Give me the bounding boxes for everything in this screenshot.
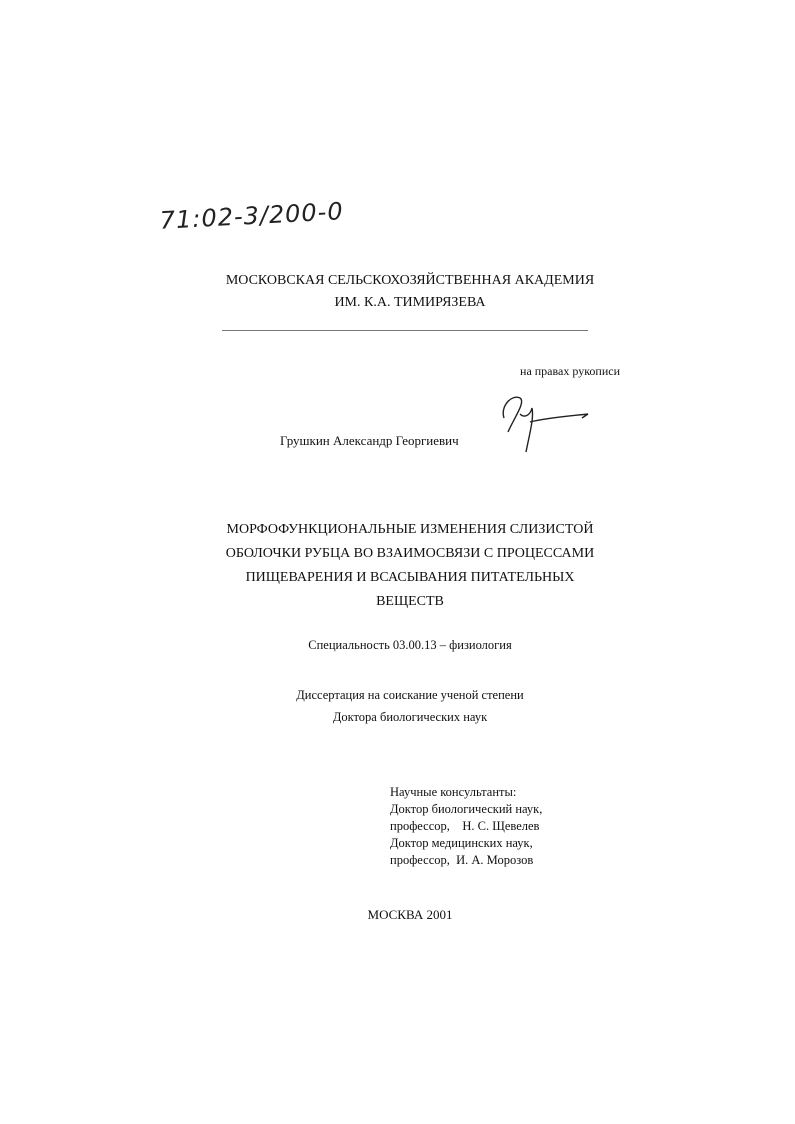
institution-line-2: ИМ. К.А. ТИМИРЯЗЕВА (334, 295, 486, 310)
scientific-consultants (390, 784, 630, 869)
degree-line-1: Диссертация на соискание ученой степени (296, 688, 524, 702)
consultant-2-degree: Доктор медицинских наук, (390, 836, 533, 850)
handwritten-catalog-code: 71:02-3/200-0 (159, 197, 345, 235)
consultants-heading: Научные консультанты: (390, 785, 517, 799)
dissertation-title (200, 518, 620, 614)
title-line-2: ОБОЛОЧКИ РУБЦА ВО ВЗАИМОСВЯЗИ С ПРОЦЕССАМИ (225, 546, 595, 561)
header-divider (222, 330, 588, 331)
consultant-1-degree: Доктор биологический наук, (390, 802, 543, 816)
institution-line-1: МОСКОВСКАЯ СЕЛЬСКОХОЗЯЙСТВЕННАЯ АКАДЕМИЯ (225, 273, 595, 288)
title-line-1: МОРФОФУНКЦИОНАЛЬНЫЕ ИЗМЕНЕНИЯ СЛИЗИСТОЙ (226, 522, 594, 537)
degree-line-2: Доктора биологических наук (332, 710, 488, 724)
institution-name (150, 270, 670, 314)
specialty-line: Специальность 03.00.13 – физиология (308, 638, 512, 652)
degree-statement (210, 684, 610, 728)
consultant-1-name: профессор, Н. С. Щевелев (390, 819, 540, 833)
author-name: Грушкин Александр Георгиевич (280, 433, 459, 448)
place-and-year: МОСКВА 2001 (367, 907, 453, 922)
manuscript-rights-note: на правах рукописи (520, 364, 620, 378)
title-line-3: ПИЩЕВАРЕНИЯ И ВСАСЫВАНИЯ ПИТАТЕЛЬНЫХ (245, 570, 575, 585)
consultant-2-name: профессор, И. А. Морозов (390, 853, 534, 867)
title-line-4: ВЕЩЕСТВ (376, 594, 444, 609)
